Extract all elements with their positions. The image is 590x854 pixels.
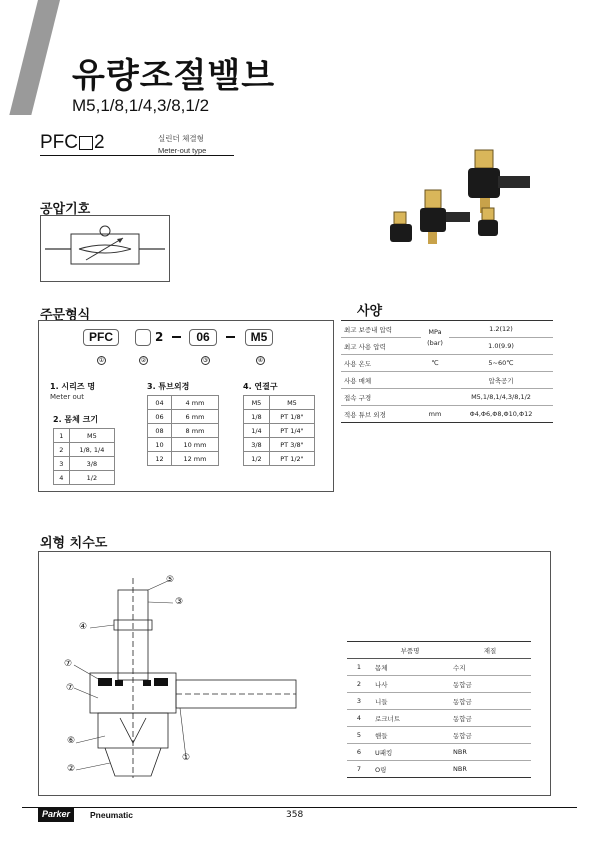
model-placeholder-box	[79, 136, 93, 150]
table-row: 5 핸들 동합금	[347, 727, 531, 744]
callout-5: ⑤	[166, 575, 175, 585]
table-row: 4 로크너트 동합금	[347, 710, 531, 727]
table-row: 1 몸체 수지	[347, 659, 531, 676]
unit-bar: (bar)	[427, 338, 443, 347]
callout-7a: ⑦	[64, 659, 73, 669]
table-row: 08 8 mm	[148, 424, 219, 438]
table-row: 12 12 mm	[148, 452, 219, 466]
table-row: 3 3/8	[54, 457, 115, 471]
product-photo	[380, 140, 550, 250]
pneumatic-symbol-box	[40, 215, 170, 282]
table-row: 4 1/2	[54, 471, 115, 485]
code-suffix: 2	[155, 330, 164, 344]
footer-line	[22, 807, 577, 808]
model-prefix: PFC	[40, 132, 78, 153]
dimension-title: 외형 치수도	[40, 536, 108, 551]
symbol-title: 공압기호	[40, 202, 91, 217]
code-dash-2	[226, 336, 235, 338]
callout-1: ①	[182, 753, 191, 763]
table-row: 사용 온도 ℃ 5~60℃	[341, 355, 553, 372]
table-row: 3 니들 동합금	[347, 693, 531, 710]
brand-subtitle: Pneumatic	[90, 810, 133, 820]
table-row: 최고 사용 압력 1.0(9.9)	[341, 338, 553, 355]
series-label: 1. 시리즈 명	[50, 382, 96, 391]
model-code	[40, 132, 105, 154]
tube-table	[147, 395, 219, 466]
parker-logo: Parker	[38, 808, 74, 822]
table-row: 최고 보증내 압력 MPa (bar) 1.2(12)	[341, 321, 553, 338]
table-row: 1/2 PT 1/2"	[244, 452, 315, 466]
table-row: M5 M5	[244, 396, 315, 410]
tube-label: 3. 튜브외경	[147, 382, 190, 391]
code-series: PFC	[83, 329, 119, 346]
table-header: 부품명 재질	[347, 642, 531, 659]
table-row: 1 M5	[54, 429, 115, 443]
circle-2: ②	[140, 357, 147, 364]
table-row: 6 U패킹 NBR	[347, 744, 531, 761]
code-body-size	[135, 329, 151, 346]
pneumatic-symbol	[41, 216, 169, 281]
connection-table	[243, 395, 315, 466]
callout-3: ③	[175, 597, 184, 607]
table-row: 10 10 mm	[148, 438, 219, 452]
type-ko: 실린더 체결형	[158, 134, 204, 143]
title-decoration	[9, 0, 60, 115]
model-type	[158, 133, 206, 157]
table-row: 적용 튜브 외경 mm Φ4,Φ6,Φ8,Φ10,Φ12	[341, 406, 553, 423]
spec-table	[341, 320, 553, 423]
circle-3: ③	[202, 357, 209, 364]
type-en: Meter-out type	[158, 146, 207, 155]
table-row: 04 4 mm	[148, 396, 219, 410]
body-size-table	[53, 428, 115, 485]
unit-mpa: MPa	[428, 327, 442, 336]
table-row: 7 O링 NBR	[347, 761, 531, 778]
spec-title: 사양	[357, 304, 383, 319]
page-title: 유량조절밸브	[72, 56, 276, 96]
callout-2: ②	[67, 764, 76, 774]
connection-label: 4. 연결구	[243, 382, 278, 391]
table-row: 3/8 PT 3/8"	[244, 438, 315, 452]
table-row: 1/8 PT 1/8"	[244, 410, 315, 424]
callout-4: ④	[79, 622, 88, 632]
table-row: 2 1/8, 1/4	[54, 443, 115, 457]
code-connection: M5	[245, 329, 273, 346]
callout-7b: ⑦	[66, 683, 75, 693]
code-tube: 06	[189, 329, 217, 346]
model-suffix: 2	[94, 132, 105, 153]
circle-1: ①	[98, 357, 105, 364]
parts-table	[347, 641, 531, 778]
code-dash-1	[172, 336, 181, 338]
callout-6: ⑥	[67, 736, 76, 746]
circle-4: ④	[257, 357, 264, 364]
order-title: 주문형식	[40, 308, 91, 323]
table-row: 2 나사 동합금	[347, 676, 531, 693]
body-size-label: 2. 몸체 크기	[53, 415, 99, 424]
table-row: 접속 구경 M5,1/8,1/4,3/8,1/2	[341, 389, 553, 406]
page-subtitle: M5,1/8,1/4,3/8,1/2	[72, 96, 210, 115]
table-row: 사용 매체 압축공기	[341, 372, 553, 389]
series-value: Meter out	[50, 393, 84, 401]
table-row: 06 6 mm	[148, 410, 219, 424]
table-row: 1/4 PT 1/4"	[244, 424, 315, 438]
page-number: 358	[286, 810, 304, 820]
